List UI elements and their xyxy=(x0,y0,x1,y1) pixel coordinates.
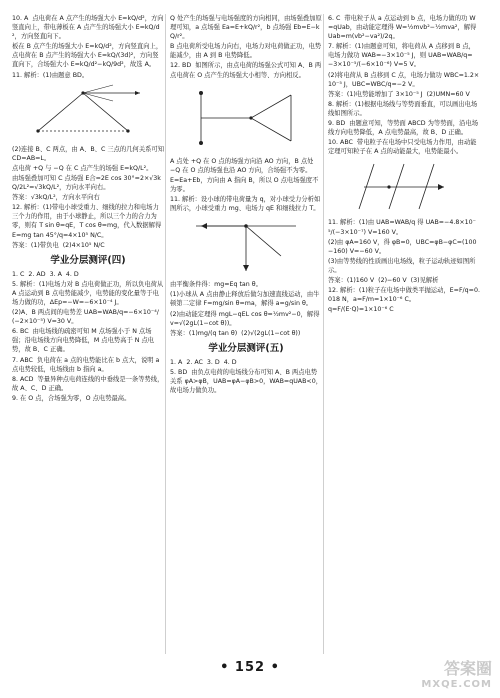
answer-paragraph: 由场强叠加可知 C 点场强 E合=2E cos 30°=2×√3kQ/2L²=√3kQ/L²，方向水平向右。 xyxy=(12,174,161,192)
answer-paragraph: 点电荷 +Q 与 −Q 在 C 点产生的场强 E=kQ/L²。 xyxy=(12,164,153,172)
answer-paragraph: 答案：(1)mg/(q tan θ) (2)√(2gL(1−cot θ)) xyxy=(170,329,301,337)
answer-paragraph: 8. 解析：(1)根据电场线与等势面垂直，可以画出电场线如图所示。 xyxy=(328,100,478,117)
answer-paragraph: (2)由 φA=160 V，得 φB=0，UBC=φB−φC=(100−160) V=−60 V。 xyxy=(328,238,477,255)
answer-paragraph: 8. ACD 等量异种点电荷连线的中垂线是一条等势线，故 A、C、D 正确。 xyxy=(12,375,164,392)
answer-paragraph: 9. 在 O 点，合场强为零，O 点电势最高。 xyxy=(12,394,131,402)
watermark-text: 答案圈 xyxy=(443,659,492,678)
column-divider xyxy=(165,14,166,654)
answer-column-2 xyxy=(170,14,322,654)
answer-paragraph: 1. A 2. AC 3. D 4. D xyxy=(170,358,237,366)
watermark-logo xyxy=(421,656,492,690)
answer-paragraph: 12. 解析：(1)带电小球受重力、细线的拉力和电场力三个力的作用，由于小球静止，所以三个力的合力为零，则有 T sin θ=qE，T cos θ=mg，代入数据解得 E=mg tan 45°/q=4×10⁵ N/C。 xyxy=(12,204,164,239)
answer-paragraph: 12. BD 如图所示，由点电荷的场强公式可知 A、B 两点电荷在 O 点产生的场强大小相等、方向相反。 xyxy=(170,62,322,79)
answer-paragraph: 11. 解析：设小球的带电荷量为 q，对小球受力分析如图所示，小球受重力 mg、电场力 qE 和细线拉力 T。 xyxy=(170,196,321,213)
answer-paragraph: 11. 解析：(1)由 UAB=WAB/q 得 UAB=−4.8×10⁻⁵/(−3×10⁻⁷) V=160 V。 xyxy=(328,219,476,236)
answer-paragraph: B 点电荷所受电场力向右，电场力对电荷做正功，电势能减少，由 A 到 B 电势降低。 xyxy=(170,43,322,60)
answer-column-3 xyxy=(328,14,480,654)
answer-paragraph: 12. 解析：(1)粒子在电场中做类平抛运动，E=F/q=0.018 N，a=F/m=1×10⁻⁶ C。 xyxy=(328,287,480,304)
force-diagram-figure xyxy=(186,216,306,276)
answer-paragraph: 9. BD 由题意可知，等势面 ABCD 为等势面，沿电场线方向电势降低，A 点电势最高，故 B、D 正确。 xyxy=(328,120,478,137)
answer-paragraph: q=F/(E·Q)=1×10⁻⁶ C xyxy=(328,306,394,314)
section-title: 学业分层测评(四) xyxy=(50,254,126,266)
answer-paragraph: 10. A 点电荷在 A 点产生的场强大小 E=kQ/d²，方向竖直向上，带电薄板在 A 点产生的场强大小 E=kQ/d²，方向竖直向下。 xyxy=(12,15,164,41)
answer-paragraph: 10. ABC 带电粒子在电场中只受电场力作用，由动能定理可知粒子在 A 点的动能最大，电势能最小。 xyxy=(328,139,477,156)
answer-paragraph: 7. 解析：(1)由题意可知，将电荷从 A 点移到 B 点，电场力做功 WAB=−3×10⁻⁵ J，则 UAB=WAB/q=−3×10⁻⁵/(−6×10⁻⁶) V=5 V。 xyxy=(328,43,475,69)
answer-paragraph: 7. ABC 负电荷在 a 点的电势能比在 b 点大，说明 a 点电势较低，电场线由 b 指向 a。 xyxy=(12,356,162,373)
answer-paragraph: 答案：(1)带负电 (2)4×10⁵ N/C xyxy=(12,241,105,249)
field-triangle-figure xyxy=(28,83,148,141)
answer-paragraph: 答案：(1)160 V (2)−60 V (3)见解析 xyxy=(328,276,439,284)
answer-paragraph: 板在 B 点产生的场强大小 E=kQ/d²，方向竖直向上，点电荷在 B 点产生的场强大小 E=kQ/(3d)²，方向竖直向下，合场强大小 E=kQ/d²−kQ/9d²，故选 A。 xyxy=(12,43,163,69)
answer-paragraph: Q 处产生的场强与电场强度的方向相同，由场强叠加原理可知，a 点场强 Ea=E+kQ/r²，b 点场强 Eb=E−kQ/r²。 xyxy=(170,15,322,41)
watermark-url: MXQE.COM xyxy=(421,679,492,690)
answer-column-1 xyxy=(12,14,164,654)
answer-paragraph: (2)A、B 两点间的电势差 UAB=WAB/q=−6×10⁻⁴/(−2×10⁻⁵) V=30 V。 xyxy=(12,309,159,326)
answer-paragraph: A 点处 +Q 在 O 点的场强方向沿 AO 方向，B 点处 −Q 在 O 点的场强也沿 AO 方向，合场强不为零。 xyxy=(170,157,316,174)
answer-paragraph: (2)由动能定理得 mgL−qEL cos θ=½mv²−0，解得 v=√(2gL(1−cot θ))。 xyxy=(170,310,322,327)
answer-paragraph: 1. C 2. AD 3. A 4. D xyxy=(12,270,79,278)
answer-paragraph: E=Ea+Eb，方向由 A 指向 B，所以 O 点电场强度不为零。 xyxy=(170,176,319,193)
answer-paragraph: 6. BC 由电场线的疏密可知 M 点场强小于 N 点场强；沿电场线方向电势降低，M 点电势高于 N 点电势，故 B、C 正确。 xyxy=(12,328,155,354)
answer-paragraph: 5. 解析：(1)电场力对 B 点电荷做正功，所以负电荷从 A 点运动到 B 点电势能减少，电势能的变化量等于电场力做的功，ΔEp=−W=−6×10⁻⁴ J。 xyxy=(12,280,164,306)
answer-paragraph: (3)由等势线的性质画出电场线，粒子运动轨迹如图所示。 xyxy=(328,257,476,274)
answer-paragraph: (1)小球从 A 点由静止释放后做匀加速直线运动，由牛顿第二定律 F=mg/sin θ=ma，解得 a=g/sin θ。 xyxy=(170,291,320,308)
column-divider xyxy=(323,14,324,654)
equipotential-figure xyxy=(344,159,464,214)
answer-paragraph: 答案：√3kQ/L²，方向水平向右 xyxy=(12,194,100,202)
answer-paragraph: 5. BD 由负点电荷的电场线分布可知 A、B 两点电势关系 φA>φB，UAB=φA−φB>0，WAB=qUAB<0，故电场力做负功。 xyxy=(170,368,323,395)
page-number: • 152 • xyxy=(220,660,280,675)
answer-paragraph: (2)连接 B、C 两点，由 A、B、C 三点的几何关系可知 CD=AB=L。 xyxy=(12,145,165,162)
answer-paragraph: 6. C 带电粒子从 a 点运动到 b 点，电场力做的功 W=qUab，由动能定理得 W=½mvb²−½mva²，解得 Uab=m(vb²−va²)/2q。 xyxy=(328,15,479,41)
charge-field-figure xyxy=(181,83,311,153)
section-title: 学业分层测评(五) xyxy=(208,342,284,354)
answer-paragraph: 11. 解析：(1)由题意 BD。 xyxy=(12,71,89,79)
answer-paragraph: 答案：(1)电势能增加了 3×10⁻⁵ J (2)UMN=60 V xyxy=(328,90,470,98)
answer-paragraph: 由平衡条件得：mg=Eq tan θ。 xyxy=(170,281,262,289)
answer-paragraph: (2)将电荷从 B 点移到 C 点，电场力做功 WBC=1.2×10⁻⁵ J，UBC=WBC/q=−2 V。 xyxy=(328,71,480,88)
